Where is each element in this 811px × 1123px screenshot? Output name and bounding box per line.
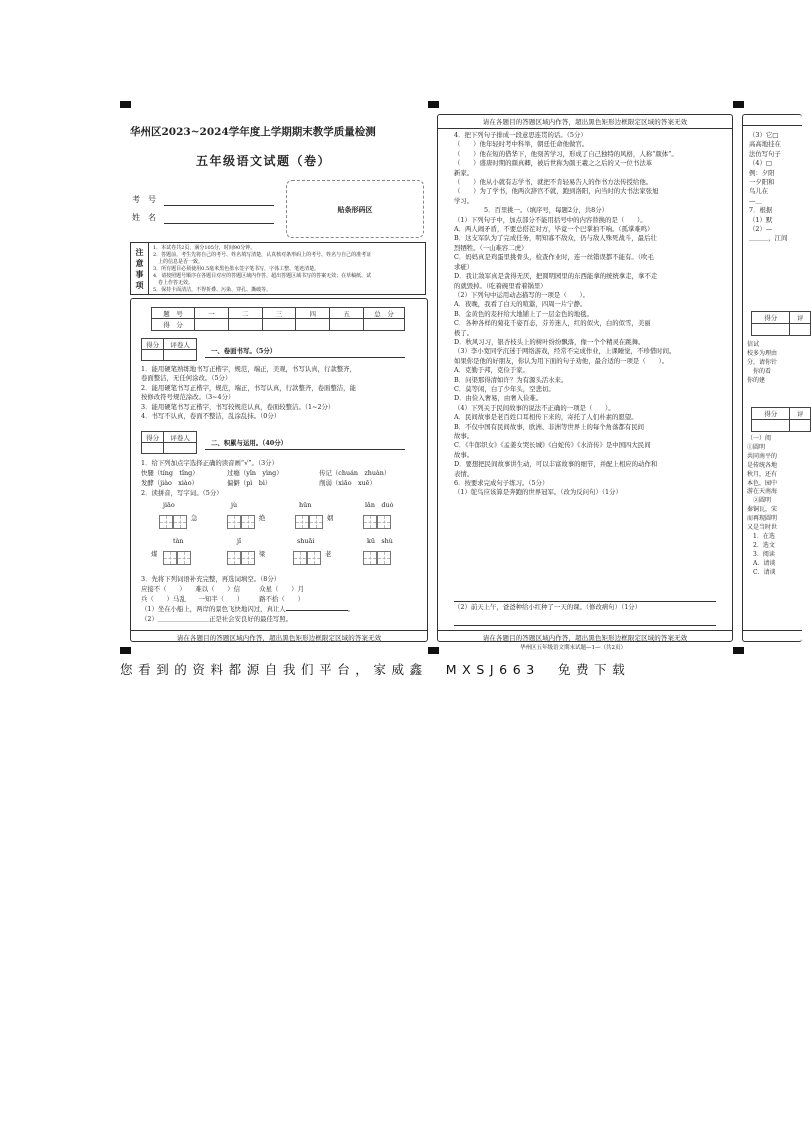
q1-option[interactable]: 过瘾（yǐn yìng） xyxy=(227,469,283,477)
section1-line: 按修改符号规范涂改。（3~4分） xyxy=(141,393,235,402)
q5-line: D．由俭入奢易，由奢入俭难。 xyxy=(454,394,543,403)
right-line: 你的建 xyxy=(747,376,766,384)
notice-box xyxy=(130,242,426,295)
score-table-row-label: 得 分 xyxy=(152,319,195,331)
right-line: 7．根据 xyxy=(749,206,773,215)
pinyin-label: tàn xyxy=(173,537,184,545)
q5-line: C．各种各样的菊花千姿百态，芬芳迷人，红的似火，白的似雪，美丽 xyxy=(454,319,651,328)
right-line: 信试 xyxy=(747,341,760,348)
right-line: ＿＿＿，江间 xyxy=(749,234,788,243)
q5-line: C．莫等闲，白了少年头，空悲切。 xyxy=(454,384,555,393)
right-line: 2．选文 xyxy=(747,541,775,549)
notice-item: 卷上作答无效。 xyxy=(153,280,194,286)
q5-text: 5．百里挑一。（填序号，每题2分，共8分） xyxy=(484,206,609,215)
section1-line: 1．能用硬笔熟练地书写正楷字，规范，端正，美观，书写认真，行款整齐， xyxy=(141,365,356,373)
notice-item: 5．保持卡面清洁，不得折叠、污染、穿孔、撕破等。 xyxy=(153,287,272,293)
q5-line: （1）下列句子中，加点部分不能用括号中的内容替换的是（ ）。 xyxy=(454,215,647,224)
right-line: 秦铜瓦，宋 xyxy=(747,506,778,514)
q5-line: 求疵） xyxy=(454,262,474,271)
score-cell[interactable] xyxy=(296,319,330,331)
q4-item: （ ）他在短的借华下，他刻苦学习，形成了自己独特的风格，人称“颜体”。 xyxy=(454,149,678,158)
registration-mark-bottom-middle xyxy=(428,647,439,654)
write-box[interactable] xyxy=(363,551,377,565)
q5-line: 表情。 xyxy=(454,469,474,478)
q5-line: 故事。 xyxy=(454,450,474,459)
middle-answer-panel xyxy=(437,114,733,642)
q1-row xyxy=(141,479,376,488)
given-char: 姻 xyxy=(327,514,334,522)
q5-line: 烈牺牲。（一山难容二虎） xyxy=(454,243,528,252)
right-line: 游在天南海 xyxy=(747,488,778,496)
watermark-text: 您看到的资料都源自我们平台，家威鑫 MXSJ663 免费下载 xyxy=(120,662,631,677)
section1-line: 4．书写不认真，卷面不整洁，乱涂乱抹。（0分） xyxy=(141,412,281,421)
notice-item: 上的信息是否一致。 xyxy=(153,259,204,265)
write-box[interactable] xyxy=(377,515,391,529)
grader-label: 评卷人 xyxy=(164,432,197,443)
q5-line: B．金黄色的麦秆给大地铺上了一层金色的地毯。 xyxy=(454,309,593,318)
right-line: （一）阅 xyxy=(747,435,772,442)
grader-score-cell[interactable] xyxy=(752,324,790,336)
write-box[interactable] xyxy=(307,551,321,565)
right-line: 3．阅读 xyxy=(747,550,775,558)
score-cell[interactable] xyxy=(228,319,262,331)
pinyin-row-2 xyxy=(151,537,421,571)
q4-item: （ ）为了学书，他两次辞官不就，跑到洛阳，向当时的大书法家张旭 xyxy=(454,187,659,196)
score-cell[interactable] xyxy=(330,319,364,331)
name-label: 姓 名 xyxy=(132,213,156,222)
right-line: （2）— xyxy=(749,225,773,234)
notice-item: 4．请按照题号顺序在各题目对应的答题区域内作答，超出答题区域书写的答案无效；在草稿纸、试 xyxy=(153,273,372,279)
pinyin-label: kū shù xyxy=(367,537,393,545)
q5-line: A．夜晚，我看了白天的喧嚣，四周一片宁静。 xyxy=(454,300,587,309)
left-answer-panel xyxy=(130,298,428,642)
q5-line: （3）李小宽同学沉迷于网络游戏，经常不完成作业，上课睡觉，不珍惜时间。 xyxy=(454,347,676,356)
right-line: 一夕阳和 xyxy=(749,178,775,187)
right-body-3 xyxy=(747,435,777,578)
right-line: 你的看 xyxy=(747,367,772,375)
right-line: 本色，园中 xyxy=(747,479,778,487)
right-line: ①圆明 xyxy=(747,443,766,451)
grader-score-cell[interactable] xyxy=(752,420,790,432)
given-char: 绝 xyxy=(259,514,266,522)
score-table-header: 二 xyxy=(228,308,262,319)
score-cell[interactable] xyxy=(195,319,229,331)
q1-option[interactable]: 传记（chuán zhuàn） xyxy=(319,469,391,477)
grader-box-1 xyxy=(141,338,197,361)
pinyin-label: shuāi xyxy=(297,537,315,545)
right-line: （3）它□ xyxy=(749,131,779,139)
pinyin-label: jiāo xyxy=(163,501,175,509)
grader-score-label: 得分 xyxy=(752,312,790,324)
barcode-area xyxy=(286,180,424,238)
grader-box-right-1 xyxy=(751,311,811,336)
q5-line: A．克勤于邦，克俭于家。 xyxy=(454,366,529,375)
answer-zone-notice-top-right xyxy=(743,117,802,126)
right-line: 秋月，还有 xyxy=(747,470,778,478)
q4-item: 新家。 xyxy=(454,168,474,177)
page-footer: 华州区五年级语文期末试题—1—（共2页） xyxy=(520,645,626,651)
right-line: 分，请你针 xyxy=(747,358,778,366)
subject-title: 五年级语文试题（卷） xyxy=(196,154,332,168)
grader-box-2 xyxy=(141,431,197,454)
grader-name-cell[interactable] xyxy=(164,443,197,454)
q5-line: B．不仅中国有民间故事，欧洲、非洲等世界上的每个角落都有民间 xyxy=(454,422,645,431)
q5-line: D．要想把民间故事讲生动，可以丰富故事的细节，并配上相应的动作和 xyxy=(454,460,658,469)
right-body xyxy=(749,131,787,244)
pinyin-label: lǎn duò xyxy=(365,501,394,509)
section2-title: 二、积累与运用。（40分） xyxy=(211,439,287,447)
write-box[interactable] xyxy=(163,551,177,565)
q5-line: 的就毁掉。（吃着碗里看着锅里） xyxy=(454,281,547,290)
answer-zone-notice: 请在各题目的答题区域内作答，超出黑色矩形边框限定区域的答案无效 xyxy=(131,630,427,642)
score-table-header: 一 xyxy=(195,308,229,319)
q6-b: （2）前天上午，爸爸种给小红种了一天的课。（修改病句）（1分） xyxy=(454,603,642,611)
q5-line: 极了。 xyxy=(454,328,474,337)
registration-mark-middle xyxy=(428,101,439,108)
q4-item: （ ）他从小就有志学书，就把不肯轻易告人的作书方法传授给他。 xyxy=(454,178,653,187)
right-line: C．请谈 xyxy=(747,568,776,576)
q5-line: C．《牛郎织女》《孟姜女哭长城》《白蛇传》《水浒传》是中国四大民间 xyxy=(454,441,651,450)
right-line: 1．在选 xyxy=(747,532,775,540)
write-box[interactable] xyxy=(159,515,173,529)
write-box[interactable] xyxy=(309,515,323,529)
registration-mark-right xyxy=(733,101,744,108)
score-table-header: 三 xyxy=(262,308,296,319)
q5-line: A．民间故事是老百姓口耳相传下来的，寄托了人们朴素的愿望。 xyxy=(454,413,638,422)
given-char: 老 xyxy=(325,550,332,558)
grader-score-label: 得分 xyxy=(752,408,790,420)
q3-row: 兵（ ）马乱 一知半（ ） 路不拾（ ） xyxy=(141,595,304,603)
write-box[interactable] xyxy=(241,551,255,565)
right-line: 校多为理由 xyxy=(747,349,778,357)
score-table-header: 五 xyxy=(330,308,364,319)
grader-score-cell[interactable] xyxy=(142,443,164,454)
score-table-header: 四 xyxy=(296,308,330,319)
q3-fill-1: （1）坐在小船上，两岸的景色飞快地闪过，真让人 。 xyxy=(141,605,355,613)
given-char: 梁 xyxy=(259,550,266,558)
pinyin-label: hūn xyxy=(299,501,312,509)
exam-title: 华州区2023~2024学年度上学期期末教学质量检测 xyxy=(130,126,376,138)
right-line: 共同南平的 xyxy=(747,452,778,460)
barcode-label: 贴条形码区 xyxy=(337,205,373,214)
pinyin-label: jù xyxy=(231,501,238,509)
notice-items xyxy=(153,245,371,294)
right-line: 法仿写句子 xyxy=(749,149,781,158)
answer-zone-notice-top: 请在各题目的答题区域内作答，超出黑色矩形边框限定区域的答案无效 xyxy=(438,117,732,129)
section1-body xyxy=(141,365,356,421)
score-table-header: 题 号 xyxy=(152,308,195,319)
q4-item: 学习。 xyxy=(454,196,474,205)
q5-line: D．秋风习习，银杏枝头上的树叶纷纷飘落，像一个个精灵在跳舞。 xyxy=(454,337,645,346)
grader-label: 评卷人 xyxy=(164,339,197,350)
right-line: 是传统各地 xyxy=(747,461,778,469)
q5-line: 如果你是他的好朋友，你认为用下面的句子劝他，最合适的一项是（ ）。 xyxy=(454,356,669,365)
grader-label: 评 xyxy=(790,312,811,324)
right-line: （1）默 xyxy=(749,215,773,224)
pinyin-label: jǐ xyxy=(237,537,242,545)
grader-label: 评 xyxy=(790,408,811,420)
q6-a: （1）鸵鸟应该算是奔跑的世界冠军。（改为反问句）（1分） xyxy=(454,488,622,497)
registration-mark-bottom-right xyxy=(733,647,744,654)
right-line: 而再现圆明 xyxy=(747,515,778,523)
write-box[interactable] xyxy=(227,551,241,565)
registration-mark-left xyxy=(120,101,131,108)
exam-number-label: 考 号 xyxy=(132,195,156,204)
write-box[interactable] xyxy=(227,515,241,529)
q1-option[interactable]: 发酵（jiào xiào） xyxy=(141,479,198,487)
q5-line: C．妈妈真是鸡蛋里挑骨头，检查作业时，连一丝错误都不能有。（吹毛 xyxy=(454,253,654,262)
q6-text: 6．按要求完成句子练习。（5分） xyxy=(454,479,549,488)
section1-line: 2．能用硬笔书写正楷字，规范，端正，书写认真，行款整齐，卷面整洁，能 xyxy=(141,383,356,392)
q5-line: D．我让敌军真是贪得无厌，把圆明园里的东西能拿的统统拿走，拿不走 xyxy=(454,272,658,281)
given-char: 煤 xyxy=(151,550,158,558)
grader-score-cell[interactable] xyxy=(142,350,164,361)
right-line: 鸟儿在 xyxy=(749,187,769,196)
grader-score-label: 得分 xyxy=(142,339,164,350)
score-table xyxy=(151,307,405,331)
registration-mark-bottom-left xyxy=(120,647,131,654)
write-box[interactable] xyxy=(363,515,377,529)
q2-text: 2．读拼音，写字词。（5分） xyxy=(141,489,223,497)
q1-option[interactable]: 偏僻（pì bì） xyxy=(227,479,272,487)
q1-option[interactable]: 快腿（tíng tǐng） xyxy=(141,469,199,477)
write-box[interactable] xyxy=(241,515,255,529)
right-line: （4）□ xyxy=(749,159,772,168)
answer-zone-notice-bottom: 请在各题目的答题区域内作答，超出黑色矩形边框限定区域的答案无效 xyxy=(438,630,732,642)
score-table-header: 总 分 xyxy=(364,308,405,319)
section1-line: 3．能用硬笔书写正楷字，书写较规范认真，卷面较整洁。（1~2分） xyxy=(141,402,335,411)
right-line: 又是当时世 xyxy=(747,524,778,532)
write-box[interactable] xyxy=(173,515,187,529)
pinyin-row-1 xyxy=(159,501,429,535)
notice-label: 注 意 事 项 xyxy=(131,243,149,294)
grader-name-cell[interactable] xyxy=(164,350,197,361)
right-line: 例：夕阳 xyxy=(749,168,775,177)
given-char: 急 xyxy=(191,514,198,522)
q4-item: （ ）盛唐时期的颜真卿，被后世称为颜王羲之之后的又一位书法革 xyxy=(454,159,653,168)
notice-item: 3．所有题目必须使用0.5毫米黑色墨水签字笔书写，字体工整、笔迹清楚。 xyxy=(153,266,320,272)
q5-line: A．两人闹矛盾，不要总搭茬对方，毕竟一个巴掌拍不响。（孤掌难鸣） xyxy=(454,225,654,234)
q6-b-answer-line[interactable] xyxy=(454,625,716,626)
right-line: A．请谈 xyxy=(747,559,776,567)
q6-a-answer-line[interactable] xyxy=(454,601,716,602)
q3-row: 应接不（ ） 难以（ ）信 众星（ ）月 xyxy=(141,585,304,593)
middle-body xyxy=(454,131,728,498)
grader-name-cell[interactable] xyxy=(790,324,811,336)
q5-line: 故事。 xyxy=(454,432,474,440)
section1-title-rule xyxy=(205,357,405,358)
q5-line: （2）下列句中运用动态描写的一项是（ ）。 xyxy=(454,290,590,299)
q3-fill-2: （2）＿＿＿＿＿＿＿＿正是社会安良好的最佳写照。 xyxy=(141,615,293,623)
q5-line: B．问渠那得清如许？为有源头活水来。 xyxy=(454,375,568,384)
right-body-2 xyxy=(747,341,777,386)
section1-line: 卷面整洁，无任何涂改。（5分） xyxy=(141,374,232,383)
write-box[interactable] xyxy=(177,551,191,565)
section2-title-rule xyxy=(205,449,405,450)
q5-line: （4）下列关于民间故事的说法不正确的一项是（ ）。 xyxy=(454,403,615,412)
grader-box-right-2 xyxy=(751,407,811,432)
q4-item: （ ）他年轻时考中科举，朝廷任命他做官。 xyxy=(454,140,589,149)
write-box[interactable] xyxy=(295,515,309,529)
exam-number-line[interactable] xyxy=(164,205,274,206)
score-cell[interactable] xyxy=(262,319,296,331)
answer-zone-notice-bottom-right xyxy=(743,630,802,639)
write-box[interactable] xyxy=(377,551,391,565)
right-line: —＿ xyxy=(749,196,762,205)
answer-line[interactable] xyxy=(286,610,348,611)
name-line[interactable] xyxy=(164,223,274,224)
notice-item: 1．本试卷共2页，满分105分，时间90分钟。 xyxy=(153,245,256,251)
right-line: ②圆明 xyxy=(747,497,772,505)
right-line: 高高地挂在 xyxy=(749,140,781,149)
grader-score-label: 得分 xyxy=(142,432,164,443)
q3-text: 3．先将下列词语补充完整，再选词填空。（8分） xyxy=(141,575,281,583)
q1-option[interactable]: 削弱（xiāo xuē） xyxy=(319,479,376,487)
q4-text: 4．把下列句子排成一段意思连贯的话。（5分） xyxy=(454,131,587,139)
notice-item: 2．答题前，考生先将自己的考号、姓名填写清楚，认真核对条形码上的考号、姓名与自己的准考证 xyxy=(153,252,372,258)
section1-title: 一、卷面书写。（5分） xyxy=(211,347,277,355)
q1-text: 1．给下列加点字选择正确的读音画“√”。（3分） xyxy=(141,459,278,467)
q5-line: B．这支军队为了完成任务，明知寡不敌众，仍与敌人殊死战斗，最后壮 xyxy=(454,234,657,243)
score-cell[interactable] xyxy=(364,319,405,331)
right-answer-panel xyxy=(742,114,802,642)
write-box[interactable] xyxy=(293,551,307,565)
grader-name-cell[interactable] xyxy=(790,420,811,432)
q1-row xyxy=(141,469,390,478)
